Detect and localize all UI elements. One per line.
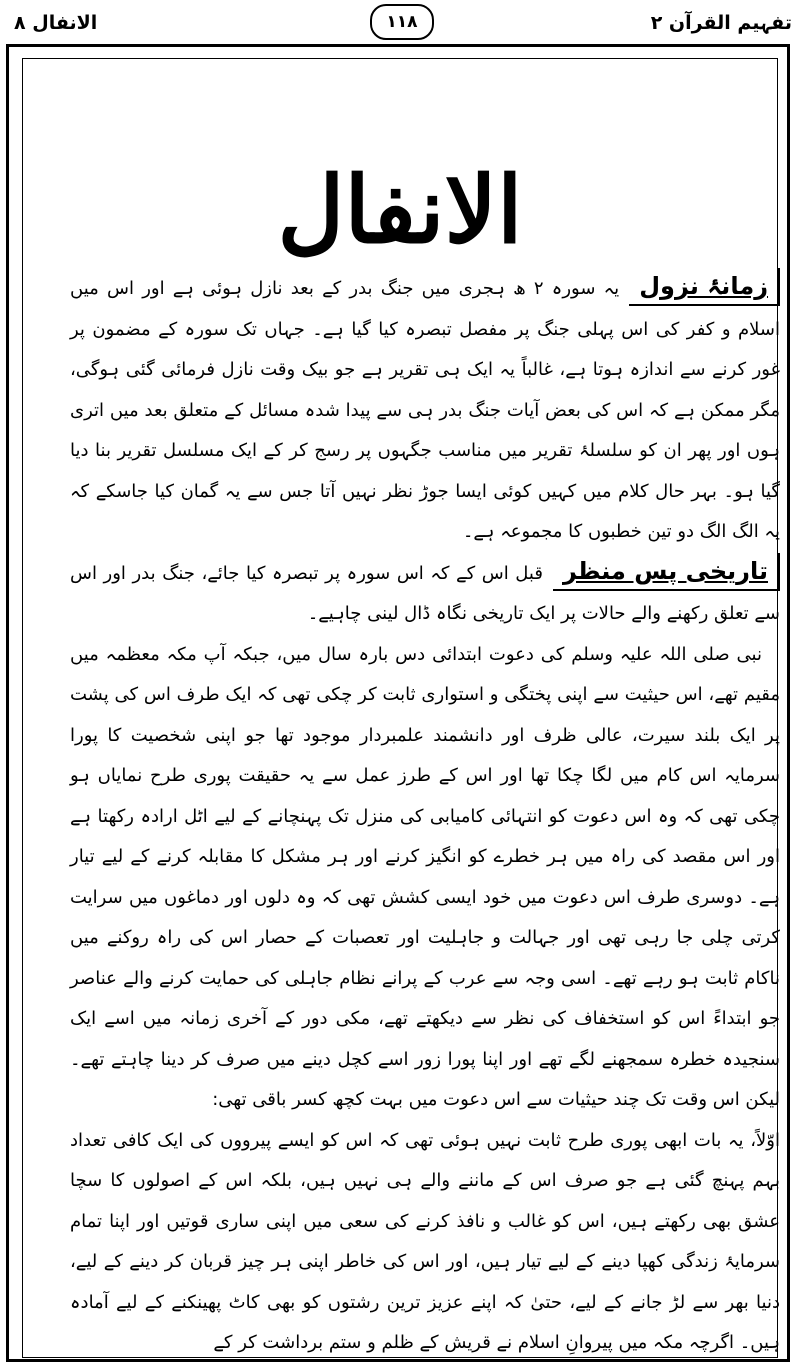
section-heading-background: تاریخی پس منظر bbox=[553, 553, 780, 591]
section-text-revelation: یہ سورہ ۲ ھ ہجری میں جنگ بدر کے بعد نازل ہوئی ہے اور اس میں اسلام و کفر کی اس پہلی جنگ پر مفصل تبصرہ کیا گیا ہے۔ جہاں تک سورہ کے مضمون پر غور کرنے سے اندازہ ہوتا ہے، غالباً یہ ایک ہی تقریر ہے جو بیک وقت نازل فرمائی گئی ہوگی، مگر ممکن ہے کہ اس کی بعض آیات جنگ بدر ہی سے پیدا شدہ مسائل کے متعلق بعد میں اتری ہوں اور پھر ان کو سلسلۂ تقریر میں مناسب جگہوں پر رسج کر کے ایک مسلسل تقریر بنا دیا گیا ہو۔ بہر حال کلام میں کہیں کوئی ایسا جوڑ نظر نہیں آتا جس سے یہ گمان کیا جاسکے کہ یہ الگ الگ دو تین خطبوں کا مجموعہ ہے۔ bbox=[70, 278, 780, 542]
running-header-left: الانفال ۸ bbox=[14, 12, 98, 34]
paragraph: اوّلاً، یہ بات ابھی پوری طرح ثابت نہیں ہوئی تھی کہ اس کو ایسے پیرووں کی ایک کافی تعداد بہم پہنچ گئی ہے جو صرف اس کے ماننے والے ہی نہیں ہیں، بلکہ اس کے اصولوں کا سچا عشق بھی رکھتے ہیں، اس کو غالب و نافذ کرنے کی سعی میں اپنی ساری قوتیں اور اپنا تمام سرمایۂ زندگی کھپا دینے کے لیے تیار ہیں، اور اس کی خاطر اپنی ہر چیز قربان کر دینے کے لیے، دنیا بھر سے لڑ جانے کے لیے، حتیٰ کہ اپنے عزیز ترین رشتوں کو بھی کاٹ پھینکنے کے لیے آمادہ ہیں۔ اگرچہ مکہ میں پیروانِ اسلام نے قریش کے ظلم و ستم برداشت کر کے bbox=[70, 1129, 780, 1353]
section-heading-revelation: زمانۂ نزول bbox=[629, 268, 780, 306]
section-revelation bbox=[70, 268, 780, 553]
section-background bbox=[70, 553, 780, 635]
paragraph: نبی صلی اللہ علیہ وسلم کی دعوت ابتدائی دس بارہ سال میں، جبکہ آپ مکہ معظمہ میں مقیم تھے، اس حیثیت سے اپنی پختگی و استواری ثابت کر چکی تھی کہ ایک طرف اس کی پشت پر ایک بلند سیرت، عالی ظرف اور دانشمند علمبردار موجود تھا جو اپنی شخصیت کا پورا سرمایہ اس کام میں لگا چکا تھا اور اس کے طرز عمل سے یہ حقیقت پوری طرح نمایاں ہو چکی تھی کہ وہ اس دعوت کو انتہائی کامیابی کی منزل تک پہنچانے کے لیے اٹل ارادہ رکھتا ہے اور اس مقصد کی راہ میں ہر خطرے کو انگیز کرنے اور ہر مشکل کا مقابلہ کرنے کے لیے تیار ہے۔ دوسری طرف اس دعوت میں خود ایسی کشش تھی کہ وہ دلوں اور دماغوں میں سرایت کرتی چلی جا رہی تھی اور جہالت و جاہلیت اور تعصبات کے حصار اس کی راہ روکنے میں ناکام ثابت ہو رہے تھے۔ اسی وجہ سے عرب کے پرانے نظام جاہلی کی حمایت کرنے والے عناصر جو ابتداءً اس کو استخفاف کی نظر سے دیکھتے تھے، مکی دور کے آخری زمانہ میں اسے ایک سنجیدہ خطرہ سمجھنے لگے تھے اور اپنا پورا زور اسے کچل دینے میں صرف کر دینا چاہتے تھے۔ لیکن اس وقت تک چند حیثیات سے اس دعوت میں بہت کچھ کسر باقی تھی: bbox=[70, 643, 780, 1110]
section-text-background: قبل اس کے کہ اس سورہ پر تبصرہ کیا جائے، جنگ بدر اور اس سے تعلق رکھنے والے حالات پر ایک تاریخی نگاہ ڈال لینی چاہیے۔ bbox=[70, 562, 780, 624]
body-text bbox=[70, 268, 780, 1364]
surah-title: الانفال bbox=[277, 156, 523, 264]
running-header-right: تفہیم القرآن ۲ bbox=[650, 12, 792, 34]
page-number: ۱۱۸ bbox=[370, 4, 434, 40]
